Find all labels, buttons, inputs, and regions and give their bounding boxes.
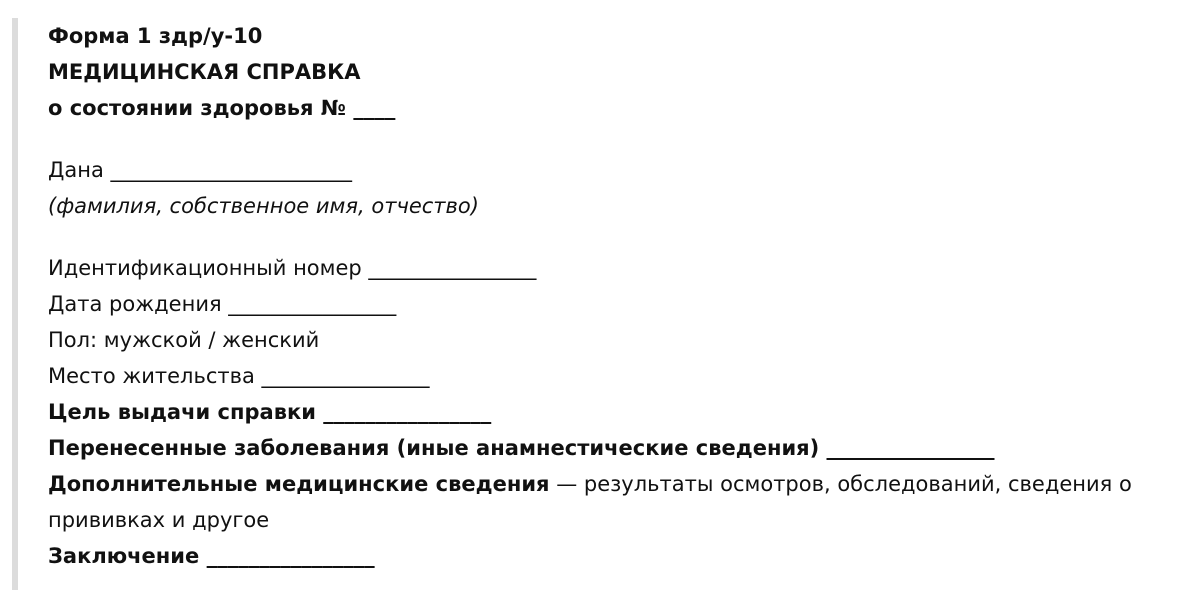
purpose-field: Цель выдачи справки ________________ [48,400,492,424]
diseases-field: Перенесенные заболевания (иные анамнестические сведения) ________________ [48,436,995,460]
spacer [48,126,1178,152]
conclusion-field: Заключение ________________ [48,544,375,568]
additional-info-field [48,466,1178,538]
form-number: Форма 1 здр/у-10 [48,24,263,48]
spacer [48,224,1178,250]
certificate-form [48,18,1178,574]
residence-field: Место жительства ________________ [48,364,430,388]
birth-date-field: Дата рождения ________________ [48,292,397,316]
additional-info-label: Дополнительные медицинские сведения [48,472,550,496]
document-title: МЕДИЦИНСКАЯ СПРАВКА [48,60,361,84]
document-subtitle: о состоянии здоровья № ____ [48,96,396,120]
additional-info-text: — результаты осмотров, обследований, сведения о прививках и другое [48,472,1132,532]
sex-field: Пол: мужской / женский [48,328,320,352]
issued-to-line: Дана _______________________ [48,158,353,182]
issued-to-hint: (фамилия, собственное имя, отчество) [48,194,479,218]
blockquote-bar [12,18,18,590]
id-number-field: Идентификационный номер ________________ [48,256,537,280]
